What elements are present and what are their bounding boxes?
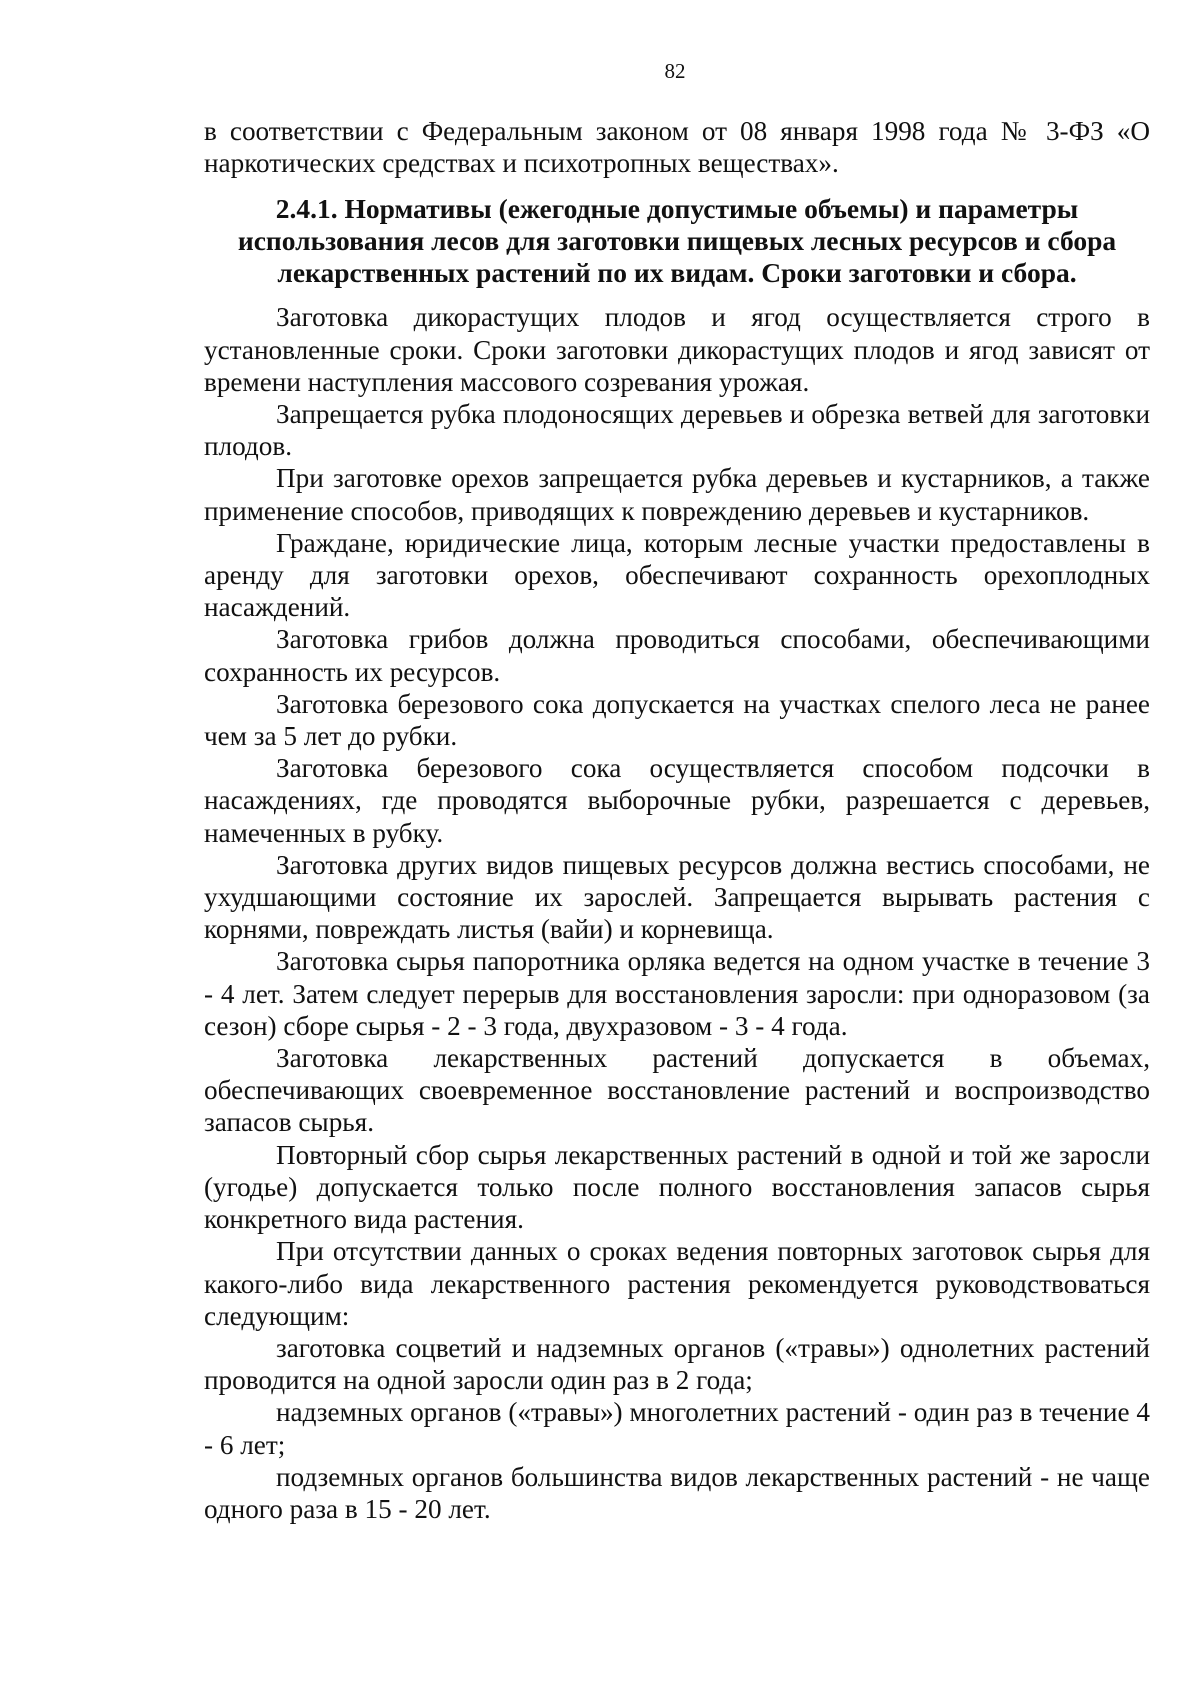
paragraph-5: Заготовка грибов должна проводиться способами, обеспечивающими сохранность их ресурсов. <box>204 624 1150 687</box>
document-body <box>204 115 1150 1525</box>
paragraph-7: Заготовка березового сока осуществляется способом подсочки в насаждениях, где проводятся выборочные рубки, разрешается с деревьев, намеченных в рубку. <box>204 753 1150 848</box>
list-item-1: заготовка соцветий и надземных органов («травы») однолетних растений проводится на одной заросли один раз в 2 года; <box>204 1332 1150 1396</box>
paragraph-4: Граждане, юридические лица, которым лесные участки предоставлены в аренду для заготовки орехов, обеспечивают сохранность орехоплодных насаждений. <box>204 527 1150 623</box>
list-item-3: подземных органов большинства видов лекарственных растений - не чаще одного раза в 15 - 20 лет. <box>204 1461 1150 1524</box>
paragraph-3: При заготовке орехов запрещается рубка деревьев и кустарников, а также применение способов, приводящих к повреждению деревьев и кустарников. <box>204 463 1150 526</box>
lead-paragraph: в соответствии с Федеральным законом от 08 января 1998 года № 3-ФЗ «О наркотических средствах и психотропных веществах». <box>204 116 1150 179</box>
paragraph-6: Заготовка березового сока допускается на участках спелого леса не ранее чем за 5 лет до рубки. <box>204 688 1150 752</box>
page-number: 82 <box>664 59 686 83</box>
paragraph-1: Заготовка дикорастущих плодов и ягод осуществляется строго в установленные сроки. Сроки заготовки дикорастущих плодов и ягод зависят от времени наступления массового созревания урожая. <box>204 302 1150 397</box>
paragraph-2: Запрещается рубка плодоносящих деревьев и обрезка ветвей для заготовки плодов. <box>204 399 1150 462</box>
list-item-2: надземных органов («травы») многолетних растений - один раз в течение 4 - 6 лет; <box>204 1397 1150 1460</box>
paragraph-11: Повторный сбор сырья лекарственных растений в одной и той же заросли (угодье) допускается только после полного восстановления запасов сырья конкретного вида растения. <box>204 1139 1150 1235</box>
paragraph-9: Заготовка сырья папоротника орляка ведется на одном участке в течение 3 - 4 лет. Затем следует перерыв для восстановления заросли: при одноразовом (за сезон) сборе сырья - 2 - 3 года, двухразовом - 3 - 4 года. <box>204 946 1150 1041</box>
paragraph-8: Заготовка других видов пищевых ресурсов должна вестись способами, не ухудшающими состояние их зарослей. Запрещается вырывать растения с корнями, повреждать листья (вайи) и корневища. <box>204 849 1150 945</box>
section-heading: 2.4.1. Нормативы (ежегодные допустимые объемы) и параметры использования лесов для заготовки пищевых лесных ресурсов и сбора лекарственных растений по их видам. Сроки заготовки и сбора. <box>237 193 1117 289</box>
paragraph-10: Заготовка лекарственных растений допускается в объемах, обеспечивающих своевременное восстановление растений и воспроизводство запасов сырья. <box>204 1043 1150 1138</box>
paragraph-12: При отсутствии данных о сроках ведения повторных заготовок сырья для какого-либо вида лекарственного растения рекомендуется руководствоваться следующим: <box>204 1236 1150 1331</box>
